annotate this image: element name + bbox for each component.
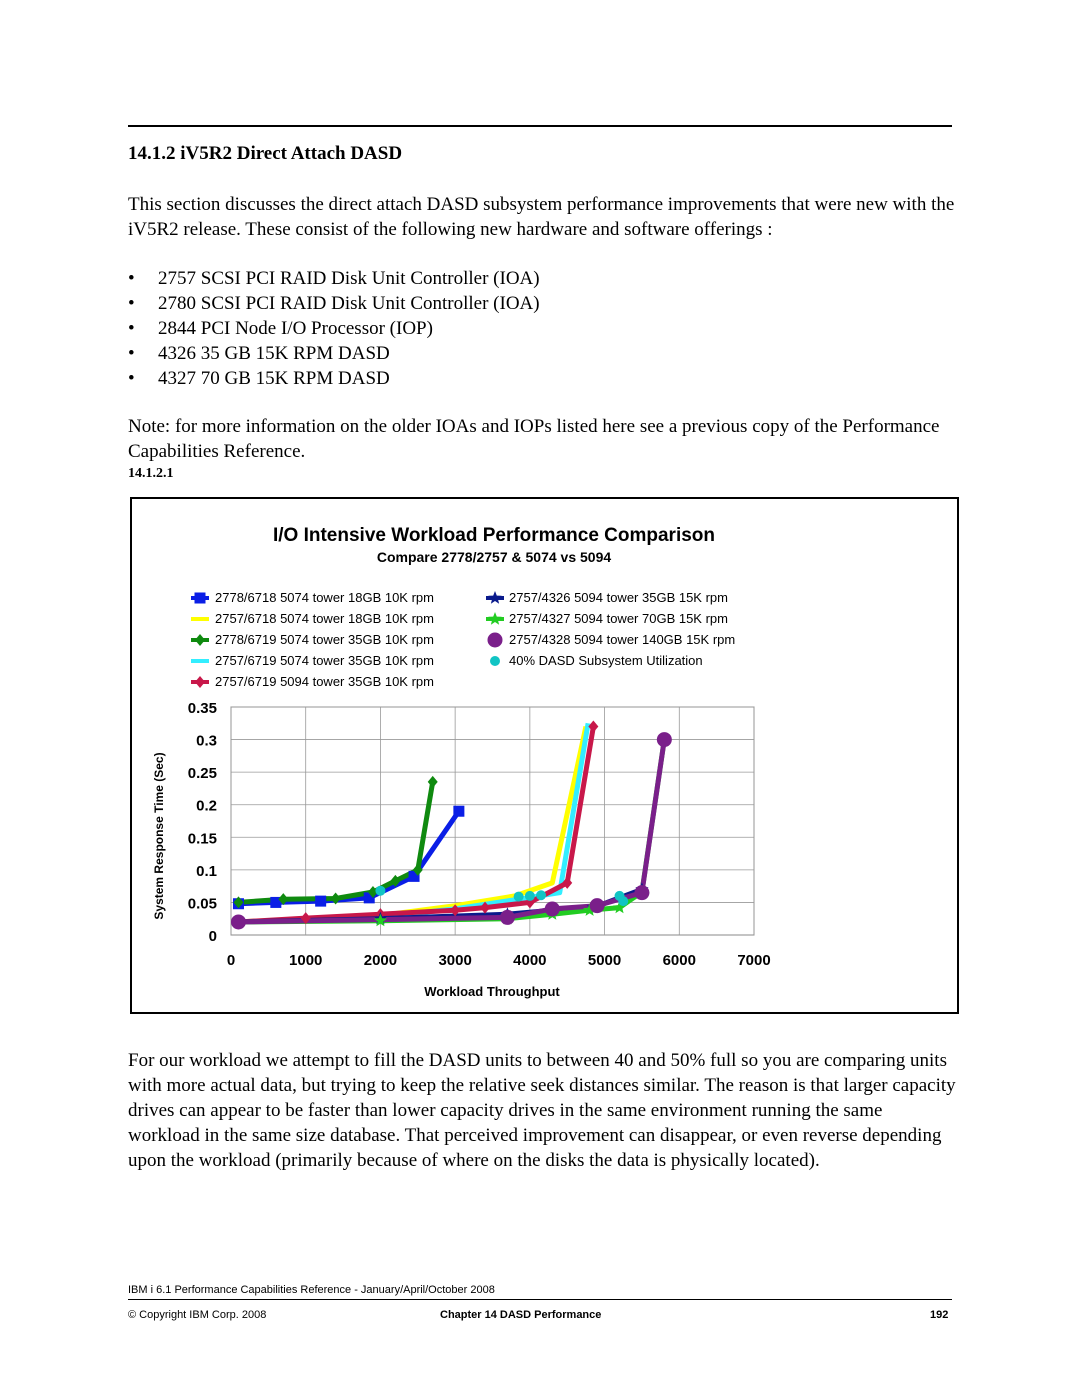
x-tick-label: 6000 <box>662 952 696 969</box>
list-item: • 2844 PCI Node I/O Processor (IOP) <box>128 318 433 339</box>
bullet-icon: • <box>128 343 135 364</box>
legend-label: 2757/4327 5094 tower 70GB 15K rpm <box>509 611 728 626</box>
data-point <box>525 891 535 901</box>
page-number: 192 <box>930 1309 949 1321</box>
data-point <box>231 914 246 929</box>
legend-label: 2778/6718 5074 tower 18GB 10K rpm <box>215 590 434 605</box>
bullet-icon: • <box>128 268 135 289</box>
header-rule <box>128 125 952 127</box>
bullet-icon: • <box>128 318 135 339</box>
y-tick-label: 0.15 <box>187 830 217 848</box>
plot-area <box>188 700 771 969</box>
section-heading: 14.1.2 iV5R2 Direct Attach DASD <box>128 143 403 164</box>
x-tick-label: 4000 <box>513 952 547 969</box>
data-point <box>618 896 628 906</box>
data-point <box>545 901 560 916</box>
y-tick-label: 0.2 <box>196 797 217 815</box>
bullet-icon: • <box>128 368 135 389</box>
data-point <box>590 898 605 913</box>
intro-paragraph: This section discusses the direct attach DASD subsystem performance improvements that were new with the iV5R2 release. These consist of the following new hardware and software offerings : <box>128 194 955 240</box>
data-point <box>536 890 546 900</box>
legend-marker <box>488 591 501 604</box>
legend-marker <box>490 656 500 666</box>
y-tick-label: 0.3 <box>196 732 217 750</box>
subsection-number: 14.1.2.1 <box>128 466 174 481</box>
data-point <box>657 732 672 747</box>
footer-copyright: © Copyright IBM Corp. 2008 <box>128 1309 267 1321</box>
data-point <box>375 886 385 896</box>
data-point <box>315 896 326 907</box>
legend-label: 2757/6719 5094 tower 35GB 10K rpm <box>215 674 434 689</box>
y-tick-label: 0 <box>208 928 217 945</box>
y-tick-label: 0.05 <box>187 895 217 913</box>
x-tick-label: 0 <box>226 952 236 969</box>
legend-label: 2778/6719 5074 tower 35GB 10K rpm <box>215 632 434 647</box>
legend-label: 2757/6719 5074 tower 35GB 10K rpm <box>215 653 434 668</box>
offerings-list <box>128 266 540 391</box>
list-item: • 2757 SCSI PCI RAID Disk Unit Controller (IOA) <box>128 268 540 289</box>
x-axis-label: Workload Throughput <box>424 984 560 999</box>
x-tick-label: 2000 <box>363 952 398 969</box>
data-point <box>514 892 524 902</box>
footer-chapter: Chapter 14 DASD Performance <box>440 1309 602 1321</box>
chart-frame <box>130 497 959 1014</box>
y-tick-label: 0.25 <box>187 765 217 783</box>
list-item: • 4326 35 GB 15K RPM DASD <box>128 343 390 364</box>
legend-label: 40% DASD Subsystem Utilization <box>509 653 703 668</box>
chart-title: I/O Intensive Workload Performance Comparison <box>272 525 716 546</box>
y-axis-label: System Response Time (Sec) <box>152 752 166 920</box>
x-tick-label: 7000 <box>737 952 771 969</box>
chart-subtitle: Compare 2778/2757 & 5074 vs 5094 <box>376 549 612 565</box>
y-tick-label: 0.35 <box>187 700 217 717</box>
legend-marker <box>195 593 206 604</box>
legend-marker <box>488 612 501 625</box>
chart-legend <box>191 590 735 689</box>
performance-chart <box>132 499 957 1012</box>
x-tick-label: 3000 <box>438 952 472 969</box>
x-tick-label: 1000 <box>289 952 323 969</box>
legend-label: 2757/4326 5094 tower 35GB 15K rpm <box>509 590 728 605</box>
data-point <box>634 885 649 900</box>
list-item: • 2780 SCSI PCI RAID Disk Unit Controller (IOA) <box>128 293 540 314</box>
footer-rule <box>128 1299 952 1300</box>
y-tick-label: 0.1 <box>196 862 217 880</box>
note-paragraph: Note: for more information on the older IOAs and IOPs listed here see a previous copy of the Performance Capabilities Reference. <box>128 416 940 462</box>
legend-marker <box>195 676 205 688</box>
legend-label: 2757/4328 5094 tower 140GB 15K rpm <box>509 632 736 647</box>
data-point <box>453 806 464 817</box>
legend-label: 2757/6718 5074 tower 18GB 10K rpm <box>215 611 434 626</box>
data-point <box>500 910 515 925</box>
footer-reference: IBM i 6.1 Performance Capabilities Reference - January/April/October 2008 <box>128 1284 495 1296</box>
legend-marker <box>488 633 503 648</box>
legend-marker <box>195 634 205 646</box>
bullet-icon: • <box>128 293 135 314</box>
x-tick-label: 5000 <box>587 952 622 969</box>
list-item: • 4327 70 GB 15K RPM DASD <box>128 368 390 389</box>
closing-paragraph: For our workload we attempt to fill the DASD units to between 40 and 50% full so you are comparing units with more actual data, but trying to keep the relative seek distances similar. The reason is that larger capacity drives can appear to be faster than lower capacity drives in the same environment running the same workload in the same size database. That perceived improvement can disappear, or even reverse depending upon the workload (primarily because of where on the disks the data is physically located). <box>128 1050 956 1171</box>
